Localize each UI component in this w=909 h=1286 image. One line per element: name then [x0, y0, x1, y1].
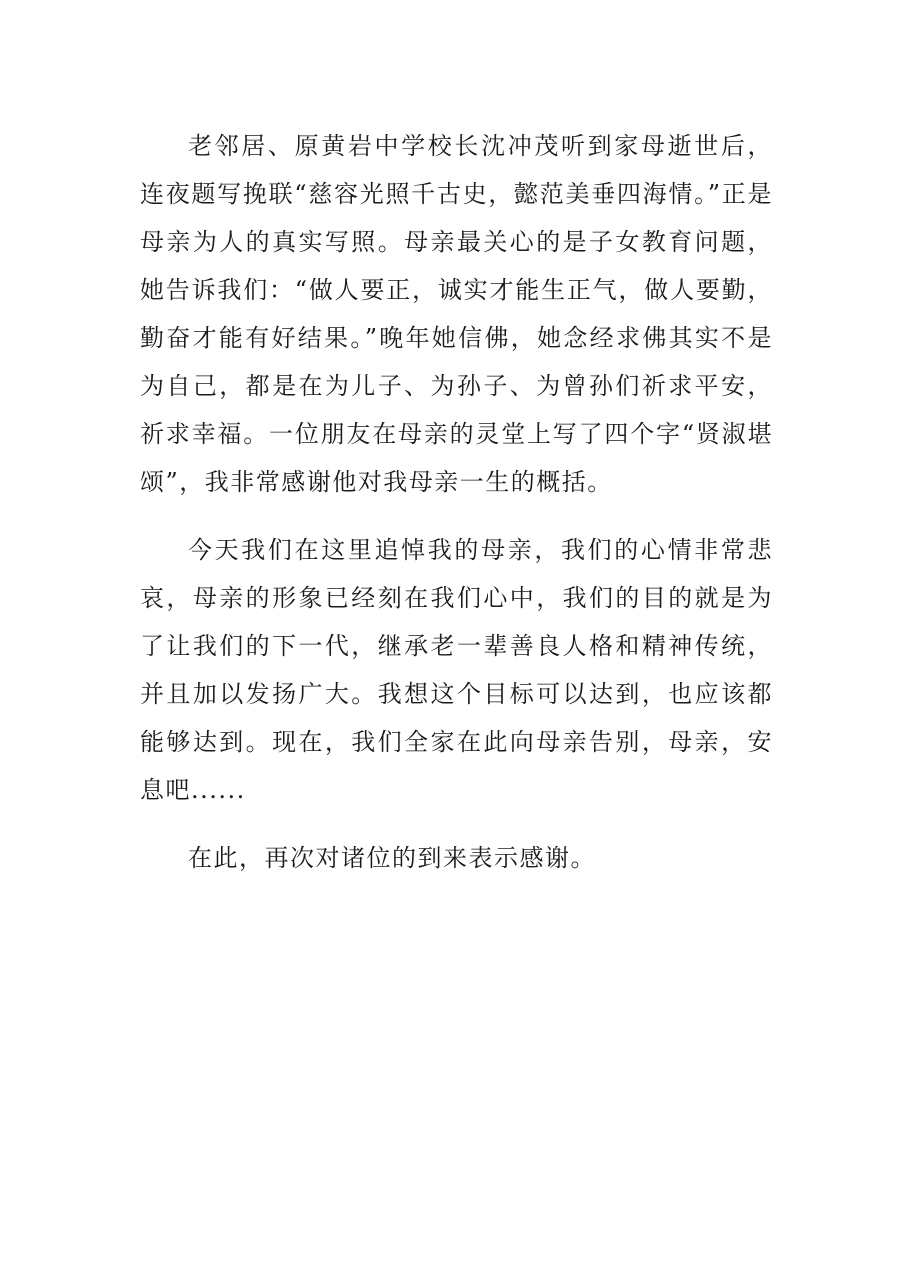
paragraph-2: 今天我们在这里追悼我的母亲，我们的心情非常悲哀，母亲的形象已经刻在我们心中，我们的目的就是为了让我们的下一代，继承老一辈善良人格和精神传统，并且加以发扬广大。我想这个目标可以达到，也应该都能够达到。现在，我们全家在此向母亲告别，母亲，安息吧......: [140, 536, 773, 804]
paragraph-1: 老邻居、原黄岩中学校长沈冲茂听到家母逝世后，连夜题写挽联“慈容光照千古史，懿范美垂四海情。”正是母亲为人的真实写照。母亲最关心的是子女教育问题，她告诉我们：“做人要正，诚实才能生正气，做人要勤，勤奋才能有好结果。”晚年她信佛，她念经求佛其实不是为自己，都是在为儿子、为孙子、为曾孙们祈求平安，祈求幸福。一位朋友在母亲的灵堂上写了四个字“贤淑堪颂”，我非常感谢他对我母亲一生的概括。: [140, 132, 773, 496]
document-body: [140, 122, 773, 902]
paragraph-3: 在此，再次对诸位的到来表示感谢。: [188, 844, 596, 872]
